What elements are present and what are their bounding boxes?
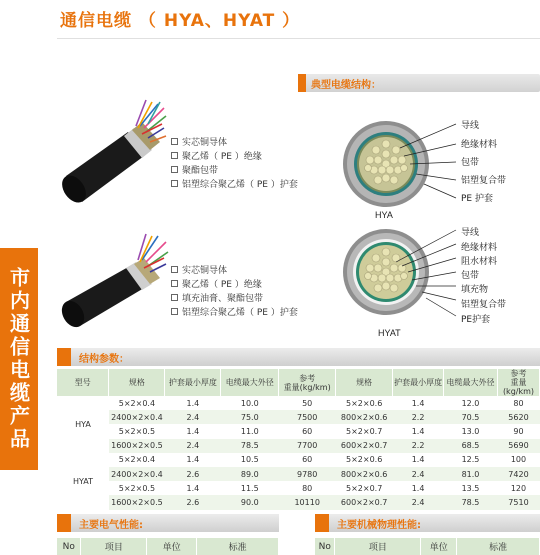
table-cell: 11.5 bbox=[240, 483, 259, 493]
table-cell: 11.0 bbox=[240, 426, 259, 436]
params-section-title: 结构参数： bbox=[79, 354, 129, 365]
section-marker bbox=[57, 514, 71, 532]
legend-item: 铝塑综合聚乙烯（ PE ）护套 bbox=[171, 176, 298, 190]
table-cell: 600×2×0.7 bbox=[336, 439, 393, 453]
hyat-component-legend bbox=[171, 262, 298, 318]
table-cell: 10.0 bbox=[240, 398, 259, 408]
legend-item: 铝塑综合聚乙烯（ PE ）护套 bbox=[171, 304, 298, 318]
column-header: 电缆最大外径 bbox=[221, 369, 279, 396]
legend-item: 填充油膏、聚酯包带 bbox=[171, 290, 298, 304]
table-row bbox=[57, 396, 540, 410]
table-cell: 1600×2×0.5 bbox=[109, 439, 165, 453]
table-cell: 2.2 bbox=[393, 410, 444, 424]
hyat-label-filler: 填充物 bbox=[461, 285, 489, 295]
hyat-label-insulation: 绝缘材料 bbox=[461, 243, 498, 253]
column-header: 单位 bbox=[421, 538, 457, 555]
hya-cross-section-diagram bbox=[340, 118, 470, 214]
model-cell: HYAT bbox=[57, 453, 109, 510]
legend-item: 聚乙烯（ PE ）绝缘 bbox=[171, 148, 298, 162]
table-cell: 5×2×0.7 bbox=[345, 426, 383, 436]
legend-item: 聚乙烯（ PE ）绝缘 bbox=[171, 276, 298, 290]
section-marker bbox=[57, 348, 71, 366]
hya-component-legend bbox=[171, 134, 298, 190]
checkbox-icon bbox=[171, 166, 178, 173]
table-cell: 800×2×0.6 bbox=[336, 467, 393, 481]
checkbox-icon bbox=[171, 138, 178, 145]
table-cell: 2.6 bbox=[165, 495, 221, 509]
electrical-section-header bbox=[57, 514, 279, 532]
structure-section-header bbox=[298, 74, 540, 92]
column-header: 项目 bbox=[335, 538, 421, 555]
checkbox-icon bbox=[171, 280, 178, 287]
checkbox-icon bbox=[171, 266, 178, 273]
table-cell: 90 bbox=[513, 426, 524, 436]
column-header: No bbox=[315, 538, 335, 555]
table-cell: 60 bbox=[302, 426, 313, 436]
table-cell: 78.5 bbox=[221, 439, 279, 453]
table-cell: 5690 bbox=[497, 439, 539, 453]
structure-section-title: 典型电缆结构： bbox=[311, 80, 381, 91]
hyat-label-al-tape: 铝塑复合带 bbox=[461, 300, 507, 310]
checkbox-icon bbox=[171, 152, 178, 159]
table-cell: 60 bbox=[302, 455, 313, 465]
table-cell: 120 bbox=[510, 483, 527, 493]
table-cell: 70.5 bbox=[444, 410, 498, 424]
table-cell: 2.4 bbox=[165, 410, 221, 424]
table-cell: 5×2×0.5 bbox=[118, 483, 156, 493]
params-section-header bbox=[57, 348, 540, 366]
legend-item: 实芯铜导体 bbox=[171, 134, 298, 148]
table-cell: 80 bbox=[302, 483, 313, 493]
hya-label-insulation: 绝缘材料 bbox=[461, 140, 498, 150]
table-cell: 5×2×0.7 bbox=[345, 483, 383, 493]
table-cell: 1.4 bbox=[186, 483, 200, 493]
column-header: No bbox=[57, 538, 81, 555]
hya-label-al-tape: 铝塑复合带 bbox=[461, 176, 507, 186]
hya-diagram-caption: HYA bbox=[375, 210, 393, 220]
table-row bbox=[57, 410, 540, 424]
hyat-diagram-caption: HYAT bbox=[378, 328, 401, 338]
electrical-table bbox=[57, 538, 279, 555]
table-cell: 13.0 bbox=[461, 426, 480, 436]
table-cell: 1.4 bbox=[411, 426, 425, 436]
column-header: 标准 bbox=[457, 538, 540, 555]
column-header: 项目 bbox=[81, 538, 147, 555]
checkbox-icon bbox=[171, 308, 178, 315]
column-header: 护套最小厚度 bbox=[165, 369, 221, 396]
table-header-row bbox=[315, 538, 540, 555]
mechanical-section-title: 主要机械物理性能: bbox=[337, 520, 421, 531]
checkbox-icon bbox=[171, 180, 178, 187]
table-header-row bbox=[57, 538, 279, 555]
table-cell: 600×2×0.7 bbox=[336, 495, 393, 509]
hya-label-conductor: 导线 bbox=[461, 121, 480, 131]
table-cell: 5×2×0.6 bbox=[345, 455, 383, 465]
table-cell: 80 bbox=[513, 398, 524, 408]
table-cell: 5×2×0.4 bbox=[118, 455, 156, 465]
mechanical-section-header bbox=[315, 514, 540, 532]
hyat-cross-section-diagram bbox=[340, 224, 470, 324]
column-header: 电缆最大外径 bbox=[444, 369, 498, 396]
table-row bbox=[57, 481, 540, 495]
table-cell: 89.0 bbox=[221, 467, 279, 481]
table-cell: 100 bbox=[510, 455, 527, 465]
table-cell: 2.4 bbox=[165, 439, 221, 453]
params-table-body bbox=[57, 396, 540, 510]
table-cell: 1.4 bbox=[186, 398, 200, 408]
table-cell: 1.4 bbox=[186, 455, 200, 465]
table-cell: 7500 bbox=[279, 410, 336, 424]
table-cell: 75.0 bbox=[221, 410, 279, 424]
table-cell: 2.4 bbox=[393, 495, 444, 509]
table-row bbox=[57, 453, 540, 467]
electrical-section-title: 主要电气性能: bbox=[79, 520, 143, 531]
hyat-label-sheath: PE护套 bbox=[461, 315, 491, 325]
table-cell: 12.0 bbox=[461, 398, 480, 408]
legend-item: 聚酯包带 bbox=[171, 162, 298, 176]
column-header: 参考 重量(kg/km) bbox=[279, 369, 336, 396]
table-cell: 12.5 bbox=[461, 455, 480, 465]
hyat-label-water-block: 阻水材料 bbox=[461, 257, 498, 267]
table-cell: 1.4 bbox=[186, 426, 200, 436]
column-header: 单位 bbox=[147, 538, 197, 555]
table-header-row bbox=[57, 369, 540, 396]
table-cell: 68.5 bbox=[444, 439, 498, 453]
table-row bbox=[57, 439, 540, 453]
table-cell: 13.5 bbox=[461, 483, 480, 493]
section-marker bbox=[298, 74, 306, 92]
table-cell: 1.4 bbox=[411, 483, 425, 493]
table-cell: 5×2×0.4 bbox=[118, 398, 156, 408]
hyat-label-tape: 包带 bbox=[461, 271, 480, 281]
table-cell: 2.2 bbox=[393, 439, 444, 453]
table-cell: 2400×2×0.4 bbox=[109, 467, 165, 481]
table-cell: 1600×2×0.5 bbox=[109, 495, 165, 509]
table-row bbox=[57, 495, 540, 509]
side-banner-text: 市内通信电缆产品 bbox=[6, 267, 31, 451]
table-cell: 81.0 bbox=[444, 467, 498, 481]
column-header: 参考 重量(kg/km) bbox=[497, 369, 539, 396]
table-cell: 5×2×0.5 bbox=[118, 426, 156, 436]
table-cell: 78.5 bbox=[444, 495, 498, 509]
table-cell: 2.6 bbox=[165, 467, 221, 481]
hya-cable-photo bbox=[60, 98, 168, 210]
table-cell: 7420 bbox=[497, 467, 539, 481]
column-header: 规格 bbox=[109, 369, 165, 396]
column-header: 护套最小厚度 bbox=[393, 369, 444, 396]
hya-label-sheath: PE 护套 bbox=[461, 194, 493, 204]
column-header: 标准 bbox=[197, 538, 279, 555]
legend-item: 实芯铜导体 bbox=[171, 262, 298, 276]
table-cell: 10.5 bbox=[240, 455, 259, 465]
table-row bbox=[57, 467, 540, 481]
hyat-cable-photo bbox=[60, 230, 170, 330]
column-header: 规格 bbox=[336, 369, 393, 396]
hyat-label-conductor: 导线 bbox=[461, 228, 480, 238]
structure-params-table bbox=[57, 369, 540, 510]
table-cell: 5620 bbox=[497, 410, 539, 424]
page-title: 通信电缆 （ HYA、HYAT ） bbox=[60, 11, 301, 31]
table-cell: 10110 bbox=[279, 495, 336, 509]
table-cell: 2400×2×0.4 bbox=[109, 410, 165, 424]
column-header: 型号 bbox=[57, 369, 109, 396]
checkbox-icon bbox=[171, 294, 178, 301]
table-cell: 800×2×0.6 bbox=[336, 410, 393, 424]
table-cell: 7700 bbox=[279, 439, 336, 453]
hya-label-tape: 包带 bbox=[461, 158, 480, 168]
table-cell: 7510 bbox=[497, 495, 539, 509]
table-row bbox=[57, 424, 540, 438]
table-cell: 1.4 bbox=[411, 455, 425, 465]
side-category-banner bbox=[0, 248, 38, 470]
table-cell: 2.4 bbox=[393, 467, 444, 481]
model-cell: HYA bbox=[57, 396, 109, 453]
table-cell: 5×2×0.6 bbox=[345, 398, 383, 408]
table-cell: 90.0 bbox=[221, 495, 279, 509]
title-divider bbox=[57, 38, 540, 39]
table-cell: 9780 bbox=[279, 467, 336, 481]
mechanical-table bbox=[315, 538, 540, 555]
table-cell: 1.4 bbox=[411, 398, 425, 408]
section-marker bbox=[315, 514, 329, 532]
table-cell: 50 bbox=[302, 398, 313, 408]
